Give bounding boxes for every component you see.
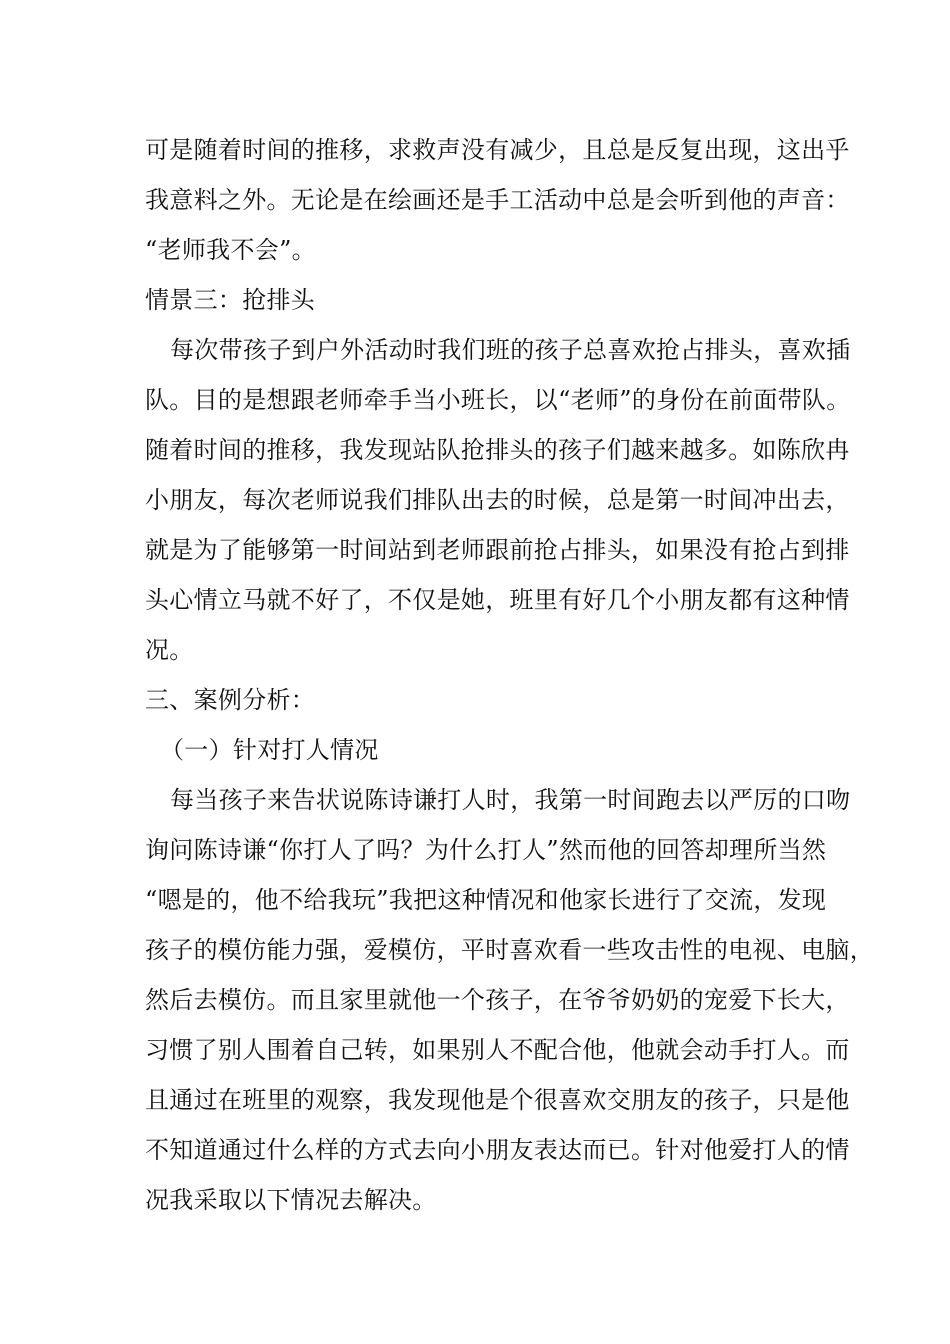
- body-text-line: 头心情立马就不好了，不仅是她，班里有好几个小朋友都有这种情: [145, 586, 850, 614]
- body-text-line: 询问陈诗谦“你打人了吗？为什么打人”然而他的回答却理所当然: [145, 836, 827, 864]
- body-text-line: 孩子的模仿能力强，爱模仿，平时喜欢看一些攻击性的电视、电脑，: [145, 936, 874, 964]
- body-text-line: “老师我不会”。: [145, 236, 316, 264]
- section-heading: 情景三：抢排头: [145, 286, 316, 314]
- body-text-line: 小朋友，每次老师说我们排队出去的时候，总是第一时间冲出去，: [145, 486, 850, 514]
- body-text-line: 况。: [145, 636, 194, 664]
- body-text-line: 不知道通过什么样的方式去向小朋友表达而已。针对他爱打人的情: [145, 1136, 850, 1164]
- subsection-heading: （一）针对打人情况: [160, 736, 379, 764]
- body-text-line: 然后去模仿。而且家里就他一个孩子，在爷爷奶奶的宠爱下长大，: [145, 986, 850, 1014]
- section-heading: 三、案例分析：: [145, 686, 316, 714]
- body-text-line: 随着时间的推移，我发现站队抢排头的孩子们越来越多。如陈欣冉: [145, 436, 850, 464]
- body-text-line: 况我采取以下情况去解决。: [145, 1186, 437, 1214]
- body-text-line: 每次带孩子到户外活动时我们班的孩子总喜欢抢占排头，喜欢插: [170, 336, 851, 364]
- body-text-line: 我意料之外。无论是在绘画还是手工活动中总是会听到他的声音：: [145, 186, 850, 214]
- body-text-line: 队。目的是想跟老师牵手当小班长，以“老师”的身份在前面带队。: [145, 386, 851, 414]
- body-text-line: 可是随着时间的推移，求救声没有减少，且总是反复出现，这出乎: [145, 136, 850, 164]
- body-text-line: “嗯是的，他不给我玩”我把这种情况和他家长进行了交流，发现: [145, 886, 827, 914]
- body-text-line: 且通过在班里的观察，我发现他是个很喜欢交朋友的孩子，只是他: [145, 1086, 850, 1114]
- body-text-line: 习惯了别人围着自己转，如果别人不配合他，他就会动手打人。而: [145, 1036, 850, 1064]
- body-text-line: 每当孩子来告状说陈诗谦打人时，我第一时间跑去以严厉的口吻: [170, 786, 851, 814]
- body-text-line: 就是为了能够第一时间站到老师跟前抢占排头，如果没有抢占到排: [145, 536, 850, 564]
